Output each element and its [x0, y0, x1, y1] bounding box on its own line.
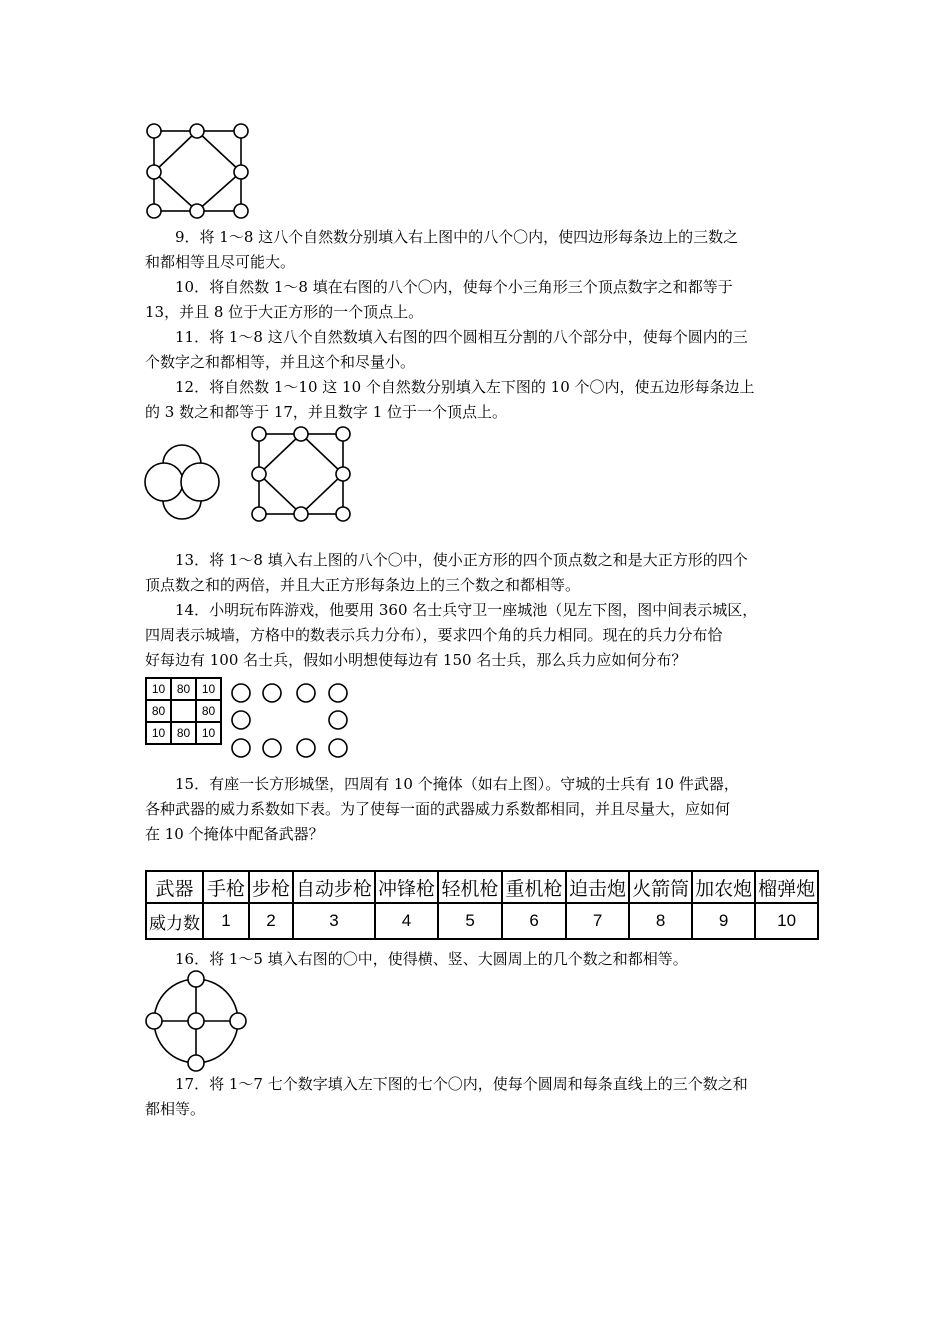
- power-value: 4: [375, 903, 438, 939]
- weapon-name: 迫击炮: [566, 871, 629, 903]
- weapon-name: 榴弹炮: [755, 871, 818, 903]
- problem-10: 10．将自然数 1～8 填在右图的八个〇内，使每个小三角形三个顶点数字之和都等于 13，并且 8 位于大正方形的一个顶点上。: [145, 278, 733, 321]
- weapon-name: 加农炮: [692, 871, 755, 903]
- weapon-name: 重机枪: [502, 871, 566, 903]
- power-value: 2: [249, 903, 293, 939]
- weapon-header-row: [146, 871, 818, 903]
- weapon-name: 步枪: [249, 871, 293, 903]
- power-value: 3: [293, 903, 375, 939]
- weapon-name: 手枪: [203, 871, 249, 903]
- problem-9: 9．将 1～8 这八个自然数分别填入右上图中的八个〇内，使四边形每条边上的三数之 和都相等且尽可能大。: [145, 228, 739, 271]
- problem-14: 14．小明玩布阵游戏，他要用 360 名士兵守卫一座城池（见左下图，图中间表示城区， 四周表示城墙，方格中的数表示兵力分布），要求四个角的兵力相同。现在的兵力分布恰 好每边有 100 名士兵，假如小明想使每边有 150 名士兵，那么兵力应如何分布？: [145, 601, 758, 669]
- power-value: 9: [692, 903, 755, 939]
- grid-cell: 80: [171, 678, 196, 700]
- bunker-circles-figure: [228, 680, 353, 762]
- grid-cell: 10: [146, 678, 171, 700]
- table-header-label: 武器: [146, 871, 203, 903]
- square-diamond-figure-2: [245, 420, 357, 528]
- grid-cell: 10: [196, 678, 221, 700]
- weapon-power-table: [145, 870, 819, 940]
- grid-cell: [171, 700, 196, 722]
- power-value: 6: [502, 903, 566, 939]
- problem-13: 13．将 1～8 填入右上图的八个〇中，使小正方形的四个顶点数之和是大正方形的四个 顶点数之和的两倍，并且大正方形每条边上的三个数之和都相等。: [145, 551, 748, 594]
- problem-15: 15．有座一长方形城堡，四周有 10 个掩体（如右上图）。守城的士兵有 10 件武器， 各种武器的威力系数如下表。为了使每一面的武器威力系数都相同，并且尽量大，应如何 在 10 个掩体中配备武器？: [145, 775, 739, 843]
- table-row-label: 威力数: [146, 903, 203, 939]
- weapon-name: 自动步枪: [293, 871, 375, 903]
- power-value: 8: [629, 903, 692, 939]
- square-diamond-figure-1: [140, 120, 250, 225]
- power-value: 10: [755, 903, 818, 939]
- grid-cell: 10: [146, 722, 171, 744]
- power-value: 1: [203, 903, 249, 939]
- weapon-name: 冲锋枪: [375, 871, 438, 903]
- problem-16: 16．将 1～5 填入右图的〇中，使得横、竖、大圆周上的几个数之和都相等。: [175, 950, 688, 968]
- grid-cell: 80: [171, 722, 196, 744]
- weapon-name: 轻机枪: [438, 871, 502, 903]
- circle-cross-figure: [140, 968, 252, 1074]
- soldier-grid: [145, 677, 222, 745]
- problem-17: 17．将 1～7 七个数字填入左下图的七个〇内，使每个圆周和每条直线上的三个数之和 都相等。: [145, 1075, 748, 1118]
- weapon-name: 火箭筒: [629, 871, 692, 903]
- weapon-power-row: [146, 903, 818, 939]
- power-value: 5: [438, 903, 502, 939]
- problem-11: 11．将 1～8 这八个自然数填入右图的四个圆相互分割的八个部分中，使每个圆内的三 个数字之和都相等，并且这个和尽量小。: [145, 328, 748, 371]
- grid-cell: 10: [196, 722, 221, 744]
- problem-12: 12．将自然数 1～10 这 10 个自然数分别填入左下图的 10 个〇内，使五边形每条边上 的 3 数之和都等于 17，并且数字 1 位于一个顶点上。: [145, 378, 755, 421]
- grid-cell: 80: [146, 700, 171, 722]
- power-value: 7: [566, 903, 629, 939]
- grid-cell: 80: [196, 700, 221, 722]
- four-circles-figure: [140, 440, 225, 525]
